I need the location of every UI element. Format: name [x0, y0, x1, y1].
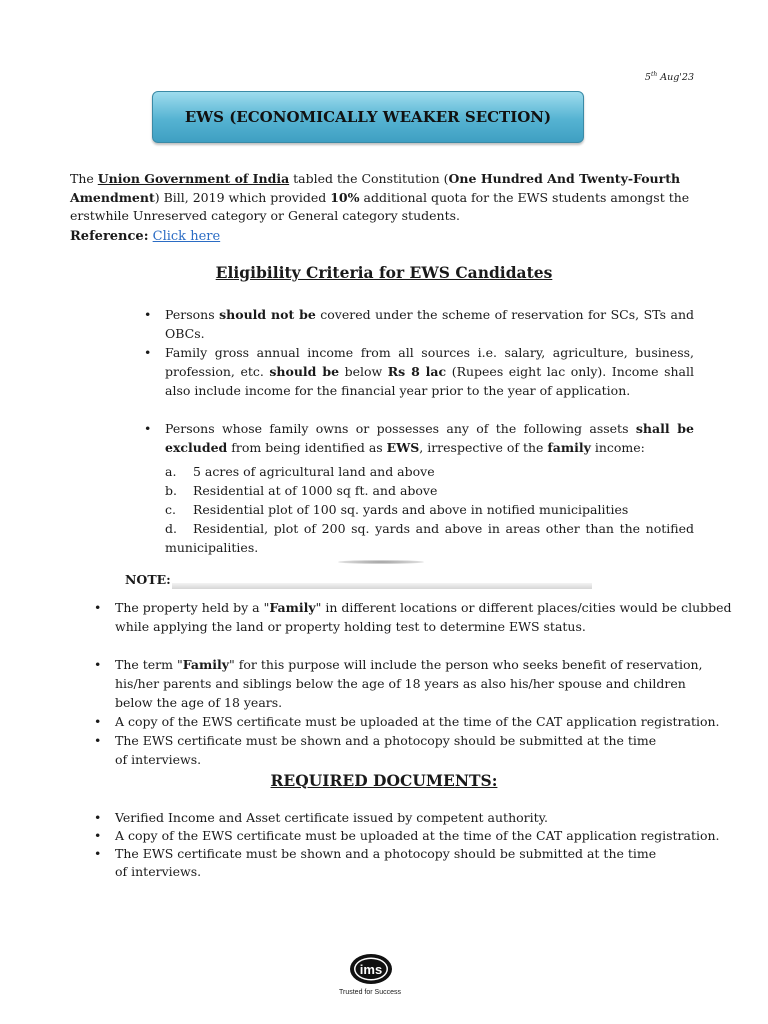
excluded-assets-list [165, 462, 694, 557]
list-item: • Verified Income and Asset certificate issued by competent authority. [94, 810, 549, 825]
documents-heading: REQUIRED DOCUMENTS: [270, 771, 498, 790]
note-label: NOTE: [125, 572, 171, 587]
list-item: b. Residential at of 1000 sq ft. and above [165, 483, 438, 498]
list-item: • Persons whose family owns or possesses any of the following assets shall be excluded from being identified as EWS, irrespective of the family income: [144, 421, 694, 455]
note-divider [172, 583, 592, 589]
list-item: • A copy of the EWS certificate must be uploaded at the time of the CAT application registration. [94, 714, 720, 729]
list-item: • Family gross annual income from all sources i.e. salary, agriculture, business, profession, etc. should be below Rs 8 lac (Rupees eight lac only). Income shall also include income for the financial year prior to the year of application. [144, 345, 695, 398]
reference-link[interactable]: Click here [152, 229, 221, 244]
reference-label: Reference: [70, 229, 149, 244]
svg-text:ims: ims [359, 962, 383, 977]
reference-line [70, 229, 220, 244]
documents-list [90, 809, 750, 881]
list-item: a. 5 acres of agricultural land and above [165, 464, 435, 479]
list-item: d. Residential, plot of 200 sq. yards and above in areas other than the notified municipalities. [165, 521, 694, 555]
logo-tagline: Trusted for Success [339, 989, 401, 996]
title-banner [152, 91, 584, 143]
criteria-list [140, 305, 694, 457]
notes-list [90, 598, 750, 769]
list-item: • The EWS certificate must be shown and a photocopy should be submitted at the time of interviews. [94, 733, 657, 767]
list-item: • The property held by a "Family" in different locations or different places/cities would be clubbed while applying the land or property holding test to determine EWS status. [94, 600, 732, 634]
list-item: • A copy of the EWS certificate must be uploaded at the time of the CAT application registration. [94, 828, 720, 843]
document-date: 5th Aug'23 [644, 71, 694, 84]
intro-paragraph: The Union Government of India tabled the Constitution (One Hundred And Twenty-Fourth Amendment) Bill, 2019 which provided 10% additional quota for the EWS students amongst the erstwhile Unreserved category or General category students. [70, 171, 690, 223]
criteria-heading: Eligibility Criteria for EWS Candidates [215, 263, 553, 282]
list-item: c. Residential plot of 100 sq. yards and above in notified municipalities [165, 502, 629, 517]
list-item: • Persons should not be covered under the scheme of reservation for SCs, STs and OBCs. [144, 307, 694, 341]
list-item: • The EWS certificate must be shown and a photocopy should be submitted at the time of interviews. [94, 846, 657, 879]
divider-shadow [338, 560, 424, 564]
page-title: EWS (ECONOMICALLY WEAKER SECTION) [184, 108, 552, 126]
list-item: • The term "Family" for this purpose will include the person who seeks benefit of reservation, his/her parents and siblings below the age of 18 years as also his/her spouse and children below the age of 18 years. [94, 657, 703, 710]
